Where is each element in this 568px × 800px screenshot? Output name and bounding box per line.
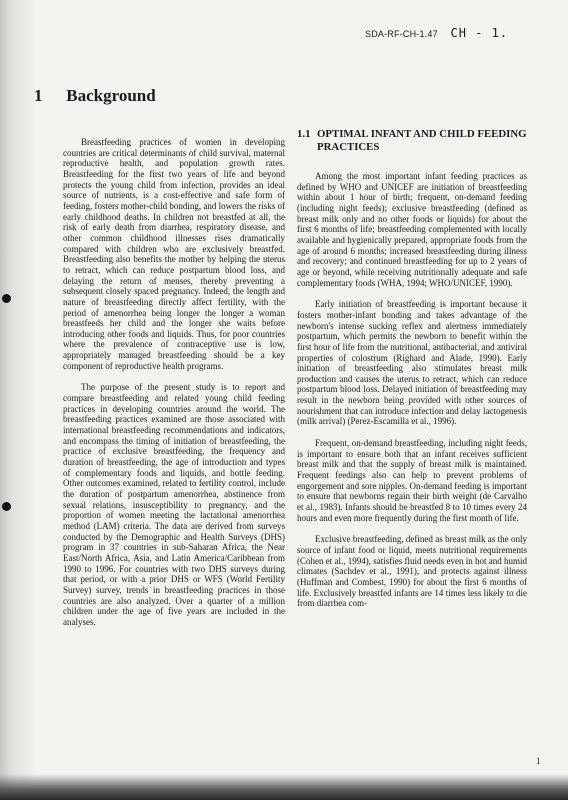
scan-shadow-bottom xyxy=(0,774,568,800)
scan-shadow-left xyxy=(0,0,36,800)
body-paragraph: Among the most important infant feeding practices as defined by WHO and UNICEF are initiation of breastfeeding within about 1 hour of birth; frequent, on-demand feeding (including night feeds); exclusive breastfeeding (defined as breast milk only and no other foods or liquids) for about the first 6 months of life; breastfeeding complemented with locally available and hygienically prepared, appropriate foods from the age of around 6 months; increased breastfeeding during illness and recovery; and continued breastfeeding for up to 2 years of age or beyond, while receiving nutritionally adequate and safe complementary foods (WHA, 1994; WHO/UNICEF, 1990). xyxy=(297,171,527,288)
chapter-heading xyxy=(34,86,294,106)
body-paragraph: The purpose of the present study is to report and compare breastfeeding and related young child feeding practices in developing countries around the world. The breastfeeding practices examined are those associated with international breastfeeding recommendations and indicators, and encompass the timing of initiation of breastfeeding, the practice of exclusive breastfeeding, the frequency and duration of breastfeeding, the age of introduction and types of complementary foods and liquids, and bottle feeding. Other outcomes examined, related to fertility control, include the duration of postpartum amenorrhea, abstinence from sexual relations, insusceptibility to pregnancy, and the proportion of women meeting the lactational amenorrhea method (LAM) criteria. The data are derived from surveys conducted by the Demographic and Health Surveys (DHS) program in 37 countries in sub-Saharan Africa, the Near East/North Africa, Asia, and Latin America/Caribbean from 1990 to 1996. For countries with two DHS surveys during that period, or with a prior DHS or WFS (World Fertility Survey) survey, trends in breastfeeding practices in those countries are also analyzed. Over a quarter of a million children under the age of five years are included in the analyses. xyxy=(63,382,285,627)
section-heading xyxy=(297,128,527,154)
left-column xyxy=(63,137,285,628)
section-title: OPTIMAL INFANT AND CHILD FEEDING PRACTICES xyxy=(317,128,527,153)
document-code xyxy=(365,26,565,40)
chapter-number: 1 xyxy=(34,86,43,105)
page-number: 1 xyxy=(536,756,541,766)
punch-hole-mark xyxy=(2,294,11,303)
handwritten-note: CH - 1. xyxy=(450,26,509,40)
punch-hole-mark xyxy=(2,502,11,511)
section-number: 1.1 xyxy=(297,128,311,140)
body-paragraph: Breastfeeding practices of women in developing countries are critical determinants of child survival, maternal reproductive health, and population growth rates. Breastfeeding for the first two years of life and beyond protects the young child from infection, provides an ideal source of nutrients, is a cost-effective and safe form of feeding, fosters mother-child bonding, and lowers the risks of early childhood deaths. In children not breastfed at all, the risk of early death from diarrhea, respiratory disease, and other common childhood illnesses rises dramatically compared with children who are exclusively breastfed. Breastfeeding also benefits the mother by helping the uterus to retract, which can reduce postpartum blood loss, and delaying the return of menses, thereby preventing a subsequent closely spaced pregnancy. Indeed, the length and nature of breastfeeding directly affect fertility, with the period of amenorrhea being longer the longer a woman breastfeeds her child and the longer she waits before introducing other foods and liquids. Thus, for poor countries where the prevalence of contraceptive use is low, appropriately managed breastfeeding should be a key component of reproductive health programs. xyxy=(63,137,285,371)
right-column xyxy=(297,128,527,609)
body-paragraph: Frequent, on-demand breastfeeding, including night feeds, is important to ensure both that an infant receives sufficient breast milk and that the supply of breast milk is maintained. Frequent feedings also can help to prevent problems of engorgement and sore nipples. On-demand feeding is important to ensure that newborns regain their birth weight (de Carvalho et al., 1983). Infants should be breastfed 8 to 10 times every 24 hours and even more frequently during the first month of life. xyxy=(297,438,527,523)
chapter-title: Background xyxy=(66,86,156,105)
body-paragraph: Early initiation of breastfeeding is important because it fosters mother-infant bonding and takes advantage of the newborn's intense sucking reflex and alertness immediately postpartum, which permits the newborn to benefit within the first hour of life from the nutritional, antibacterial, and antiviral properties of colostrum (Righard and Alade, 1990). Early initiation of breastfeeding also stimulates breast milk production and causes the uterus to retract, which can reduce postpartum blood loss. Delayed initiation of breastfeeding may result in the newborn being provided with other sources of nourishment that can introduce infection and delay lactogenesis (milk arrival) (Perez-Escamilla et al., 1996). xyxy=(297,299,527,427)
body-paragraph: Exclusive breastfeeding, defined as breast milk as the only source of infant food or liquid, meets nutritional requirements (Cohen et al., 1994), satisfies fluid needs even in hot and humid climates (Sachdev et al., 1991), and protects against illness (Huffman and Combest, 1990) for about the first 6 months of life. Exclusively breastfed infants are 14 times less likely to die from diarrhea com- xyxy=(297,534,527,609)
document-code-text: SDA-RF-CH-1.47 xyxy=(365,29,438,39)
